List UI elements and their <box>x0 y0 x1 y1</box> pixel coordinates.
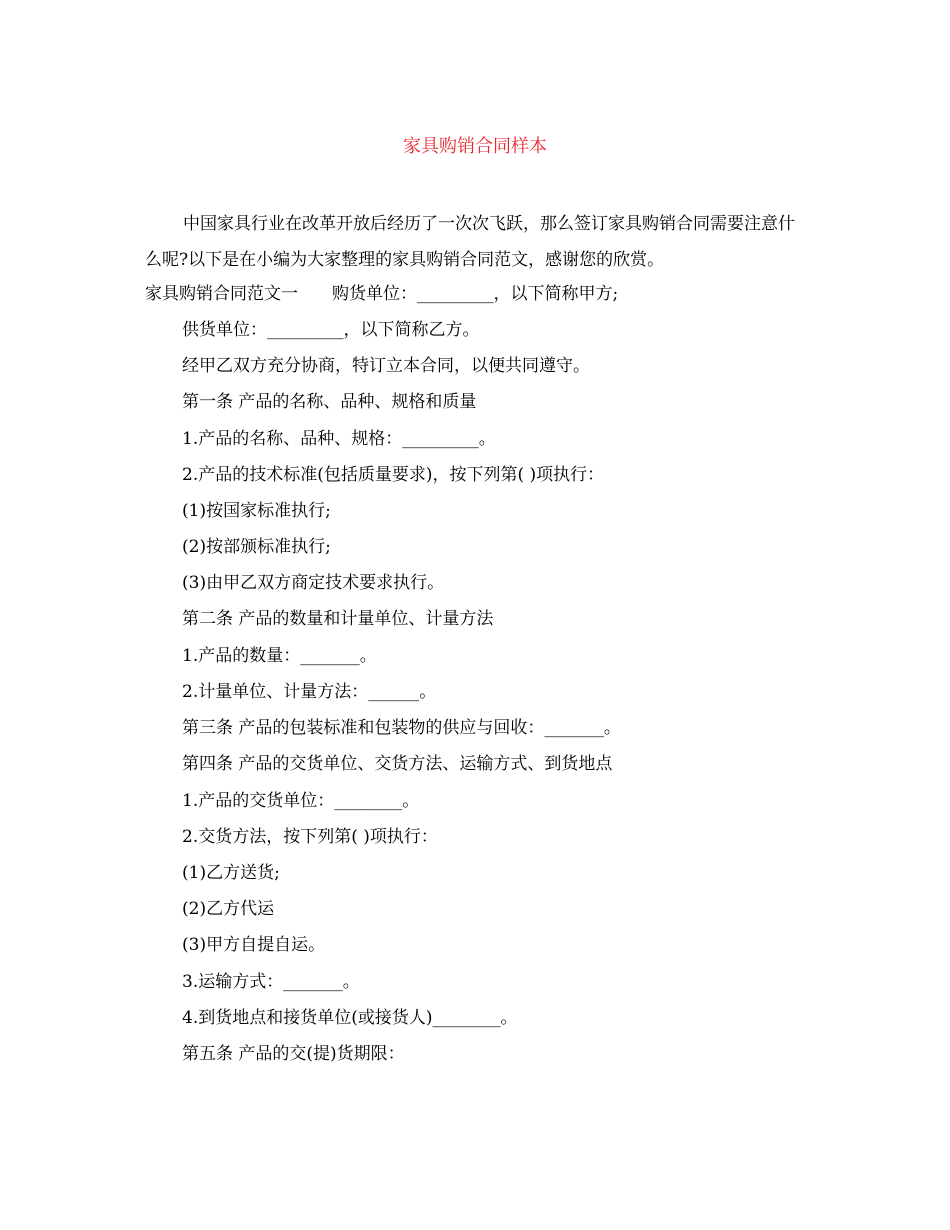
article-2-item-1: 1.产品的数量：_______。 <box>182 646 377 666</box>
article-4-item-1: 1.产品的交货单位：________。 <box>182 791 420 811</box>
contract-sample-label: 家具购销合同范文一 <box>145 284 298 304</box>
article-4-item-3: 3.运输方式：_______。 <box>182 972 360 992</box>
buyer-clause: 购货单位：_________，以下简称甲方; <box>332 284 619 304</box>
article-4-option-1: (1)乙方送货; <box>182 863 280 883</box>
article-2-heading: 第二条 产品的数量和计量单位、计量方法 <box>182 609 494 629</box>
contract-header-line <box>145 282 618 306</box>
article-1-option-2: (2)按部颁标准执行; <box>182 537 331 557</box>
intro-paragraph: 中国家具行业在改革开放后经历了一次次飞跃，那么签订家具购销合同需要注意什么呢?以下是在小编为大家整理的家具购销合同范文，感谢您的欣赏。 <box>145 214 795 270</box>
agreement-clause: 经甲乙双方充分协商，特订立本合同，以便共同遵守。 <box>182 356 590 376</box>
article-1-heading: 第一条 产品的名称、品种、规格和质量 <box>182 392 477 412</box>
article-4-option-2: (2)乙方代运 <box>182 899 275 919</box>
article-3-heading: 第三条 产品的包装标准和包装物的供应与回收：_______。 <box>182 718 621 738</box>
article-2-item-2: 2.计量单位、计量方法：______。 <box>182 682 437 702</box>
article-1-option-1: (1)按国家标准执行; <box>182 501 331 521</box>
article-4-item-4: 4.到货地点和接货单位(或接货人)________。 <box>182 1008 518 1028</box>
article-4-item-2: 2.交货方法，按下列第( )项执行： <box>182 827 438 847</box>
article-1-option-3: (3)由甲乙双方商定技术要求执行。 <box>182 573 445 593</box>
supplier-clause: 供货单位：_________，以下简称乙方。 <box>182 320 480 340</box>
article-1-item-1: 1.产品的名称、品种、规格：_________。 <box>182 429 496 449</box>
article-4-option-3: (3)甲方自提自运。 <box>182 935 326 955</box>
document-title: 家具购销合同样本 <box>403 136 547 157</box>
article-1-item-2: 2.产品的技术标准(包括质量要求)，按下列第( )项执行： <box>182 465 605 485</box>
article-4-heading: 第四条 产品的交货单位、交货方法、运输方式、到货地点 <box>182 754 613 774</box>
article-5-heading: 第五条 产品的交(提)货期限： <box>182 1044 405 1064</box>
